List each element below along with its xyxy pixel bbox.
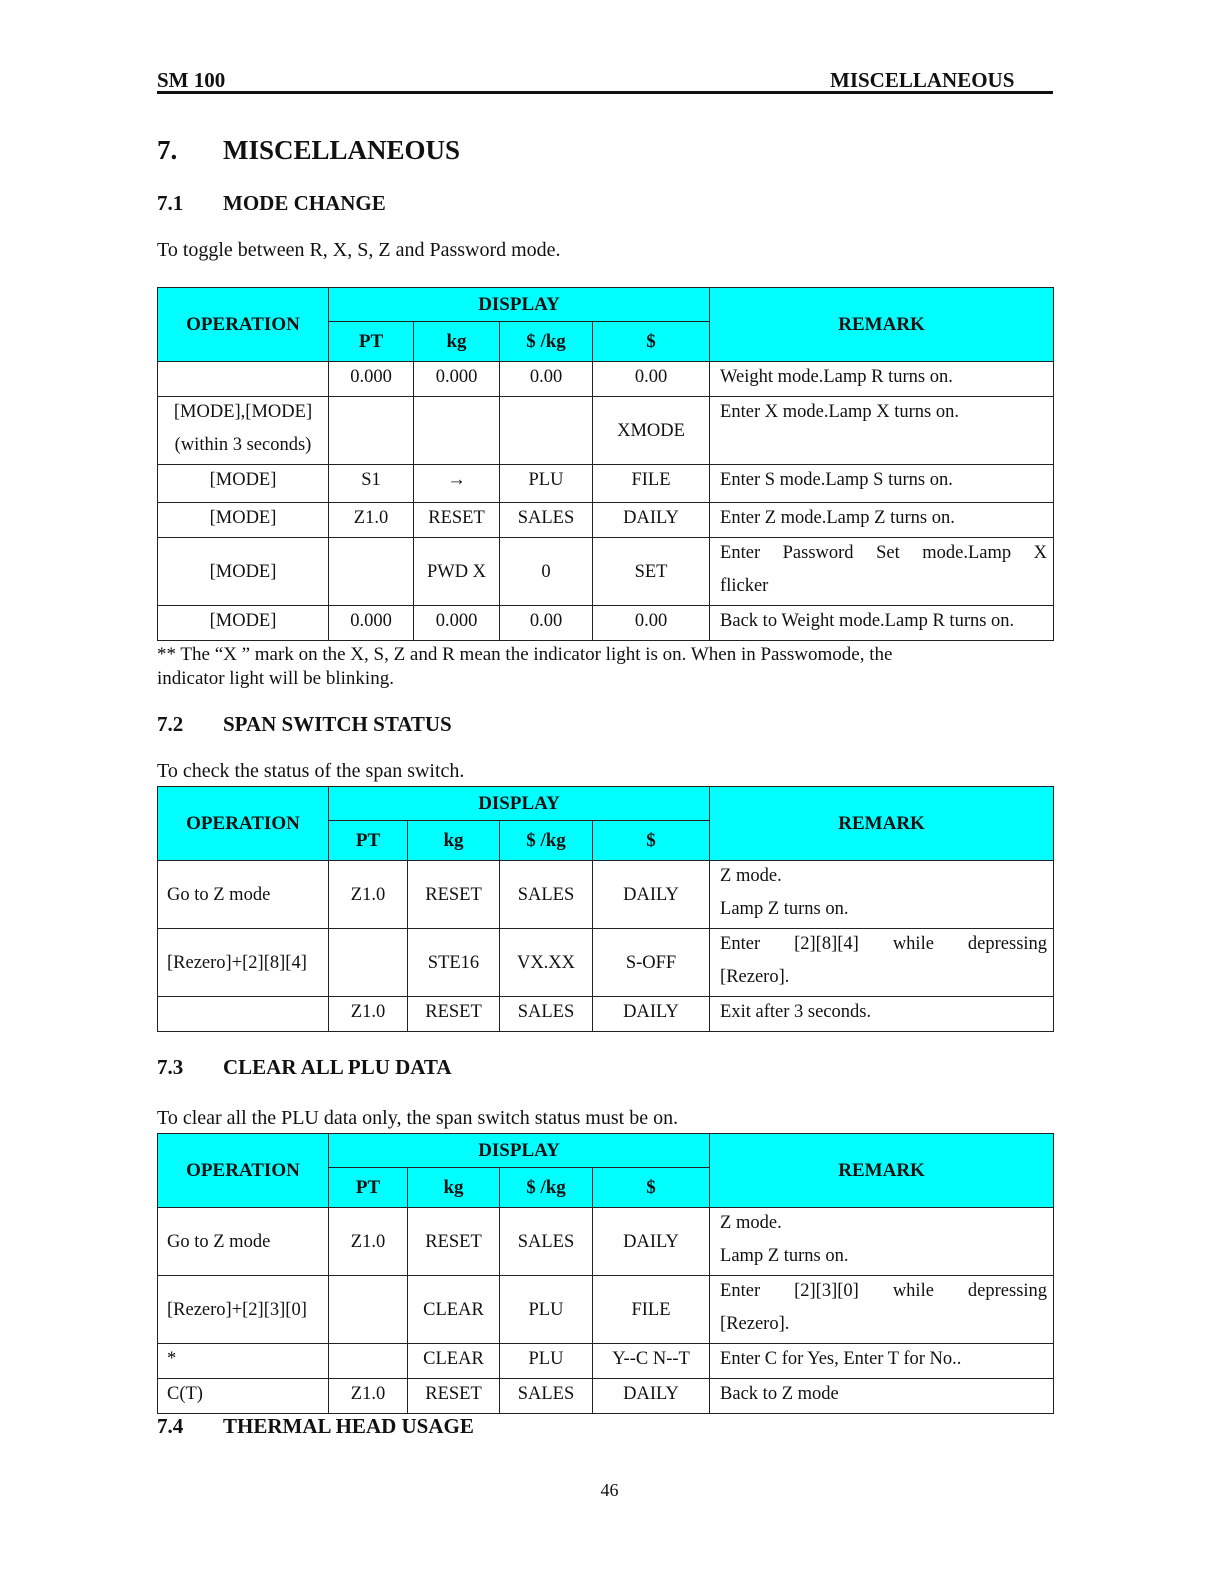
cell-operation: C(T)	[158, 1379, 329, 1414]
header-remark: REMARK	[710, 787, 1054, 861]
cell-remark-line1: Z mode.	[720, 866, 782, 886]
section-heading-7-4	[157, 1414, 474, 1439]
chapter-number: 7.	[157, 135, 178, 165]
header-remark: REMARK	[710, 288, 1054, 362]
cell-per-kg: SALES	[500, 1208, 593, 1276]
cell-pt: S1	[329, 465, 414, 503]
chapter-title-text: MISCELLANEOUS	[223, 135, 461, 165]
cell-kg: PWD X	[414, 538, 500, 606]
cell-pt: 0.000	[329, 362, 414, 397]
table-row	[158, 1208, 1054, 1276]
header-right: MISCELLANEOUS	[830, 68, 1015, 92]
section-intro-7-2: To check the status of the span switch.	[157, 760, 465, 782]
section-intro-7-1: To toggle between R, X, S, Z and Password mode.	[157, 239, 561, 261]
section-heading-7-1	[157, 191, 386, 216]
cell-pt: Z1.0	[329, 1379, 408, 1414]
section-number: 7.4	[157, 1414, 184, 1438]
cell-kg: STE16	[408, 929, 500, 997]
cell-kg: RESET	[408, 997, 500, 1032]
cell-remark: Enter C for Yes, Enter T for No..	[710, 1344, 1054, 1379]
header-dollar: $	[593, 821, 710, 861]
cell-remark	[710, 861, 1054, 929]
cell-remark: Back to Weight mode.Lamp R turns on.	[710, 606, 1054, 641]
table-row	[158, 861, 1054, 929]
cell-pt: Z1.0	[329, 997, 408, 1032]
header-dollar: $	[593, 1168, 710, 1208]
cell-remark	[710, 538, 1054, 606]
cell-kg: 0.000	[414, 362, 500, 397]
section-title: CLEAR ALL PLU DATA	[223, 1055, 452, 1079]
cell-operation: [MODE]	[158, 465, 329, 503]
header-per-kg: $ /kg	[500, 322, 593, 362]
cell-remark-line2: Lamp Z turns on.	[720, 1246, 849, 1266]
cell-dollar: SET	[593, 538, 710, 606]
table-row	[158, 997, 1054, 1032]
cell-per-kg: 0.00	[500, 362, 593, 397]
cell-dollar: DAILY	[593, 1379, 710, 1414]
cell-dollar: 0.00	[593, 362, 710, 397]
cell-per-kg: PLU	[500, 1344, 593, 1379]
cell-pt	[329, 538, 414, 606]
cell-dollar: DAILY	[593, 1208, 710, 1276]
table-row	[158, 538, 1054, 606]
cell-kg: RESET	[408, 1208, 500, 1276]
header-pt: PT	[329, 1168, 408, 1208]
table-row	[158, 503, 1054, 538]
note-line1: ** The “X ” mark on the X, S, Z and R mean the indicator light is on. When in Passwomode, the	[157, 644, 893, 665]
cell-kg: CLEAR	[408, 1276, 500, 1344]
cell-kg-arrow-icon: →	[414, 465, 500, 503]
header-kg: kg	[408, 821, 500, 861]
cell-remark: Back to Z mode	[710, 1379, 1054, 1414]
cell-remark-line2: [Rezero].	[720, 967, 790, 987]
cell-pt	[329, 1276, 408, 1344]
cell-kg: 0.000	[414, 606, 500, 641]
cell-operation: Go to Z mode	[158, 1208, 329, 1276]
mode-change-table	[157, 287, 1054, 641]
cell-remark-line2: flicker	[720, 576, 769, 596]
cell-dollar: 0.00	[593, 606, 710, 641]
cell-per-kg: SALES	[500, 997, 593, 1032]
header-left: SM 100	[157, 68, 226, 92]
cell-kg: RESET	[414, 503, 500, 538]
section-heading-7-3	[157, 1055, 452, 1080]
header-display: DISPLAY	[329, 288, 710, 322]
header-pt: PT	[329, 322, 414, 362]
section-number: 7.3	[157, 1055, 184, 1079]
header-display: DISPLAY	[329, 1134, 710, 1168]
cell-operation: [Rezero]+[2][3][0]	[158, 1276, 329, 1344]
cell-operation: [MODE]	[158, 503, 329, 538]
cell-operation: *	[158, 1344, 329, 1379]
table-row	[158, 606, 1054, 641]
cell-remark-line1: Enter [2][8][4] while depressing	[720, 934, 1048, 954]
cell-remark-line1: Z mode.	[720, 1213, 782, 1233]
cell-dollar: DAILY	[593, 997, 710, 1032]
note-line2: indicator light will be blinking.	[157, 668, 394, 689]
span-switch-table	[157, 786, 1054, 1032]
section-intro-7-3: To clear all the PLU data only, the span switch status must be on.	[157, 1107, 679, 1129]
header-operation: OPERATION	[158, 288, 329, 362]
cell-per-kg	[500, 397, 593, 465]
cell-dollar: S-OFF	[593, 929, 710, 997]
cell-dollar: FILE	[593, 1276, 710, 1344]
cell-remark-line1: Enter [2][3][0] while depressing	[720, 1281, 1048, 1301]
table-row	[158, 465, 1054, 503]
table-row	[158, 929, 1054, 997]
cell-dollar: DAILY	[593, 861, 710, 929]
cell-pt: Z1.0	[329, 861, 408, 929]
cell-kg: CLEAR	[408, 1344, 500, 1379]
header-dollar: $	[593, 322, 710, 362]
cell-per-kg: 0.00	[500, 606, 593, 641]
cell-dollar: FILE	[593, 465, 710, 503]
header-kg: kg	[414, 322, 500, 362]
cell-per-kg: PLU	[500, 465, 593, 503]
cell-kg: RESET	[408, 1379, 500, 1414]
cell-operation: [Rezero]+[2][8][4]	[158, 929, 329, 997]
cell-pt: 0.000	[329, 606, 414, 641]
cell-pt: Z1.0	[329, 503, 414, 538]
cell-operation	[158, 997, 329, 1032]
cell-remark: Exit after 3 seconds.	[710, 997, 1054, 1032]
cell-per-kg: SALES	[500, 1379, 593, 1414]
cell-remark: Enter X mode.Lamp X turns on.	[710, 397, 1054, 465]
header-display: DISPLAY	[329, 787, 710, 821]
cell-remark	[710, 1208, 1054, 1276]
cell-operation-line2: (within 3 seconds)	[174, 435, 312, 455]
cell-per-kg: SALES	[500, 503, 593, 538]
cell-pt: Z1.0	[329, 1208, 408, 1276]
cell-operation: [MODE]	[158, 538, 329, 606]
header-operation: OPERATION	[158, 1134, 329, 1208]
cell-per-kg: SALES	[500, 861, 593, 929]
page-number: 46	[600, 1480, 619, 1500]
cell-operation	[158, 397, 329, 465]
cell-remark-line1: Enter Password Set mode.Lamp X	[720, 543, 1048, 563]
cell-per-kg: 0	[500, 538, 593, 606]
header-kg: kg	[408, 1168, 500, 1208]
header-remark: REMARK	[710, 1134, 1054, 1208]
cell-remark: Weight mode.Lamp R turns on.	[710, 362, 1054, 397]
clear-plu-table	[157, 1133, 1054, 1414]
cell-per-kg: VX.XX	[500, 929, 593, 997]
section-number: 7.1	[157, 191, 184, 215]
cell-remark: Enter Z mode.Lamp Z turns on.	[710, 503, 1054, 538]
cell-remark	[710, 1276, 1054, 1344]
mode-change-note	[157, 643, 1053, 691]
cell-dollar: DAILY	[593, 503, 710, 538]
cell-pt	[329, 929, 408, 997]
cell-dollar: Y--C N--T	[593, 1344, 710, 1379]
table-row	[158, 1276, 1054, 1344]
cell-kg	[414, 397, 500, 465]
cell-per-kg: PLU	[500, 1276, 593, 1344]
cell-remark-line2: [Rezero].	[720, 1314, 790, 1334]
table-row	[158, 397, 1054, 465]
cell-remark: Enter S mode.Lamp S turns on.	[710, 465, 1054, 503]
cell-operation-line1: [MODE],[MODE]	[173, 402, 313, 422]
cell-pt	[329, 397, 414, 465]
header-per-kg: $ /kg	[500, 821, 593, 861]
cell-operation	[158, 362, 329, 397]
header-operation: OPERATION	[158, 787, 329, 861]
cell-remark-line2: Lamp Z turns on.	[720, 899, 849, 919]
header-per-kg: $ /kg	[500, 1168, 593, 1208]
cell-remark	[710, 929, 1054, 997]
cell-pt	[329, 1344, 408, 1379]
table-row	[158, 1379, 1054, 1414]
cell-operation: Go to Z mode	[158, 861, 329, 929]
cell-operation: [MODE]	[158, 606, 329, 641]
header-pt: PT	[329, 821, 408, 861]
chapter-title	[157, 135, 460, 166]
cell-dollar: XMODE	[593, 397, 710, 465]
section-title: SPAN SWITCH STATUS	[223, 712, 452, 736]
header-rule	[157, 91, 1053, 94]
section-title: THERMAL HEAD USAGE	[223, 1414, 474, 1438]
section-title: MODE CHANGE	[223, 191, 386, 215]
table-row	[158, 362, 1054, 397]
section-heading-7-2	[157, 712, 452, 737]
section-number: 7.2	[157, 712, 184, 736]
cell-kg: RESET	[408, 861, 500, 929]
table-row	[158, 1344, 1054, 1379]
